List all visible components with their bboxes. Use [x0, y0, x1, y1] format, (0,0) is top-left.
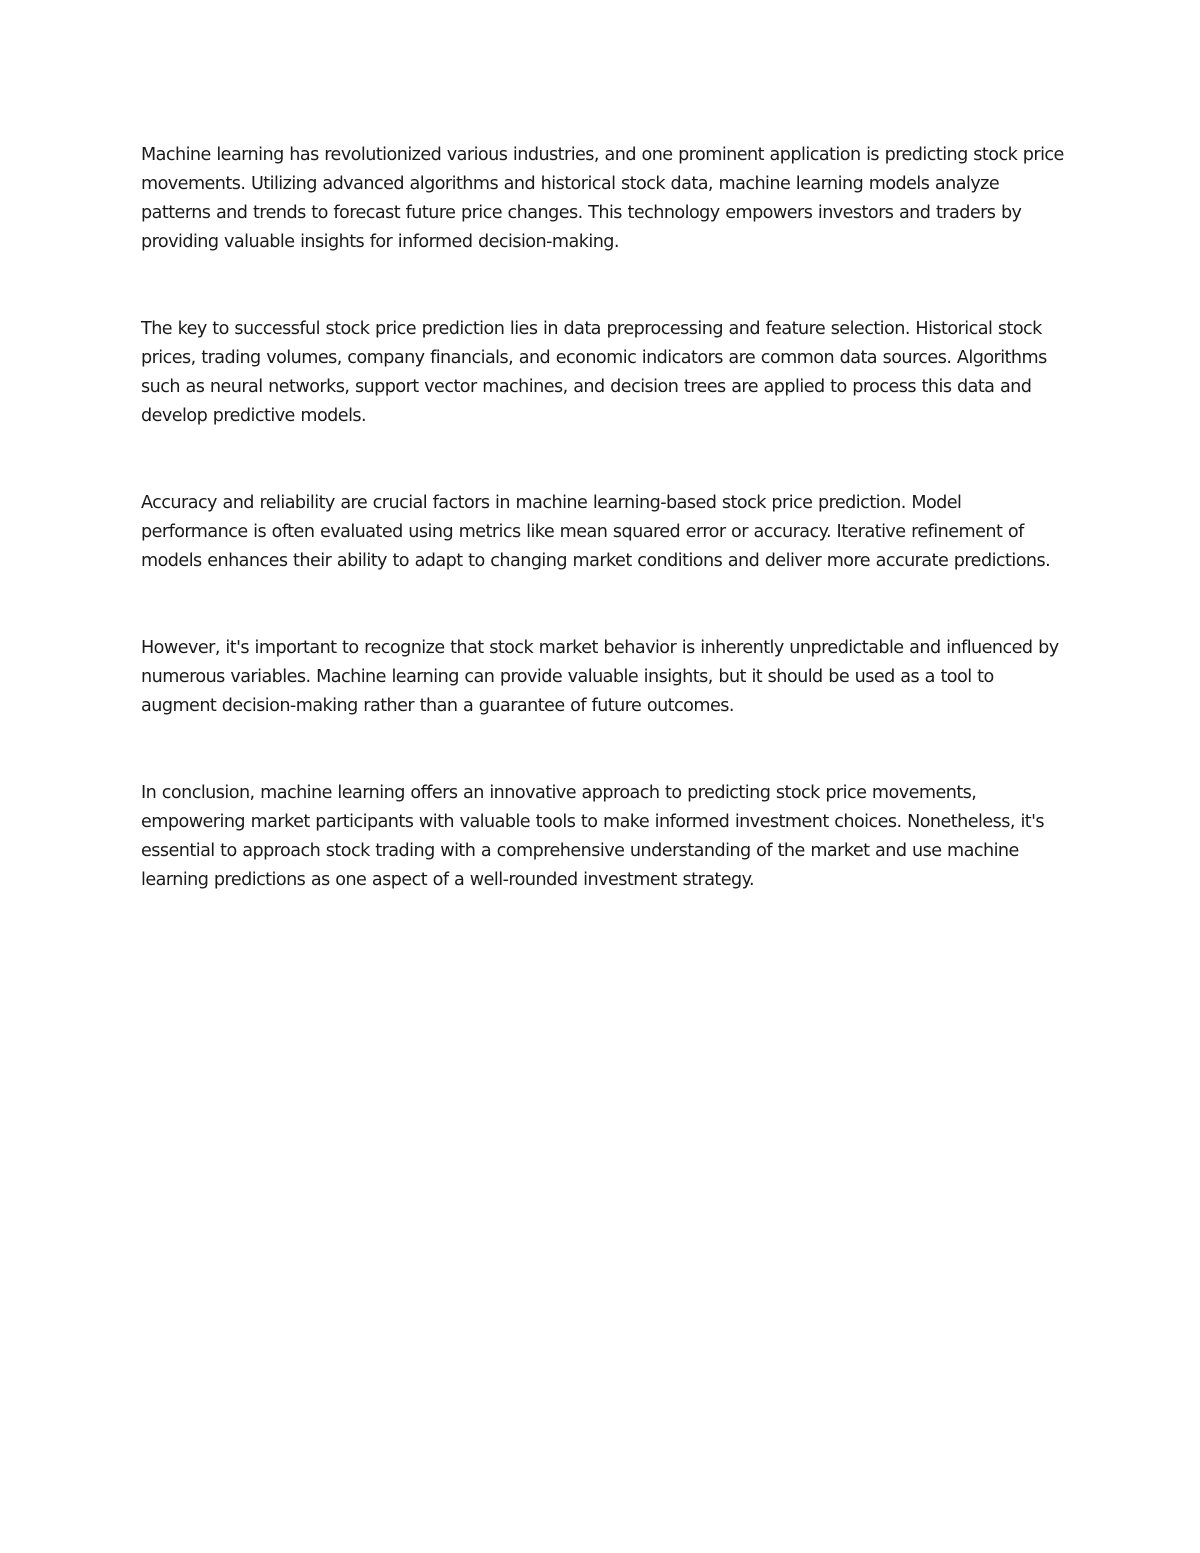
paragraph-accuracy: Accuracy and reliability are crucial factors in machine learning-based stock price prediction. Model performance is often evaluated using metrics like mean squared error or accuracy. Iterative refinement of models enhances their ability to adapt to changing market conditions and deliver more accurate predictions. [141, 493, 1051, 571]
paragraph-conclusion: In conclusion, machine learning offers an innovative approach to predicting stock price movements, empowering market participants with valuable tools to make informed investment choices. Nonetheless, it's essential to approach stock trading with a comprehensive understanding of the market and use machine learning predictions as one aspect of a well-rounded investment strategy. [141, 783, 1045, 890]
paragraph-unpredictability: However, it's important to recognize that stock market behavior is inherently unpredictable and influenced by numerous variables. Machine learning can provide valuable insights, but it should be used as a tool to augment decision-making rather than a guarantee of future outcomes. [141, 638, 1059, 716]
paragraph-data-preprocessing: The key to successful stock price prediction lies in data preprocessing and feature selection. Historical stock prices, trading volumes, company financials, and economic indicators are common data sources. Algorithms such as neural networks, support vector machines, and decision trees are applied to process this data and develop predictive models. [141, 319, 1047, 426]
document-body [141, 141, 1066, 953]
paragraph-intro: Machine learning has revolutionized various industries, and one prominent application is predicting stock price movements. Utilizing advanced algorithms and historical stock data, machine learning models analyze patterns and trends to forecast future price changes. This technology empowers investors and traders by providing valuable insights for informed decision-making. [141, 145, 1064, 252]
